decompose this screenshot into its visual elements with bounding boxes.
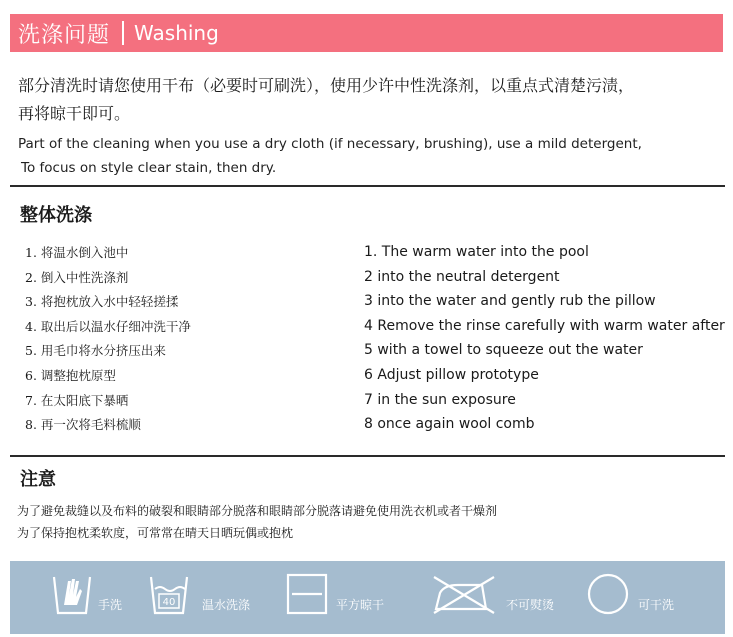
header-title-en: Washing [134, 21, 219, 45]
step-en-item: 1. The warm water into the pool [364, 244, 589, 260]
intro-cn-line-2: 再将晾干即可。 [18, 104, 131, 123]
steps-list-cn [25, 241, 191, 438]
step-en-item: 6 Adjust pillow prototype [364, 366, 539, 383]
header-title-cn: 洗涤问题 [18, 22, 111, 48]
step-en-item: 3 into the water and gently rub the pillow [364, 293, 656, 310]
no-iron-icon [430, 569, 498, 619]
note-line-2: 为了保持抱枕柔软度，可常常在晴天日晒玩偶或抱枕 [17, 526, 294, 540]
step-en-item: 8 once again wool comb [364, 416, 535, 433]
step-cn-item: 1. 将温水倒入池中 [25, 245, 129, 260]
dry-clean-label: 可干洗 [638, 598, 675, 612]
step-cn-item: 5. 用毛巾将水分挤压出来 [25, 343, 166, 359]
hand-wash-icon [50, 569, 94, 621]
dry-clean-icon [586, 569, 632, 619]
divider-1 [10, 185, 725, 187]
intro-en-line-1: Part of the cleaning when you use a dry cloth (if necessary, brushing), use a mild detergent, [18, 136, 642, 152]
no-iron-label: 不可熨烫 [506, 598, 555, 612]
step-cn-item: 7. 在太阳底下暴晒 [25, 392, 129, 408]
section-header [10, 14, 723, 52]
step-cn-item: 4. 取出后以温水仔细冲洗干净 [25, 318, 191, 334]
step-en-item: 2 into the neutral detergent [364, 268, 560, 285]
step-en-item: 4 Remove the rinse carefully with warm water after [364, 317, 725, 334]
note-line-1: 为了避免裁缝以及布料的破裂和眼睛部分脱落和眼睛部分脱落请避免使用洗衣机或者干燥剂 [17, 504, 498, 518]
intro-english [18, 132, 718, 180]
flat-dry-label: 平方晾干 [336, 598, 385, 612]
warm-wash-icon [148, 569, 190, 621]
step-cn-item: 2. 倒入中性洗涤剂 [25, 269, 129, 285]
intro-en-line-2: To focus on style clear stain, then dry. [21, 160, 277, 176]
step-cn-item: 8. 再一次将毛料梳顺 [25, 417, 141, 433]
step-cn-item: 6. 调整抱枕原型 [25, 367, 116, 383]
header-divider [122, 21, 124, 45]
intro-cn-line-1: 部分清洗时请您使用干布（必要时可刷洗），使用少许中性洗涤剂，以重点式清楚污渍， [18, 76, 635, 95]
care-symbols-bar [10, 561, 725, 634]
flat-dry-icon [286, 569, 330, 619]
steps-list-en [364, 240, 730, 437]
notes-text [17, 500, 497, 544]
notes-title: 注意 [20, 469, 56, 490]
warm-wash-label: 温水洗涤 [202, 598, 251, 612]
step-en-item: 7 in the sun exposure [364, 391, 516, 408]
step-cn-item: 3. 将抱枕放入水中轻轻搓揉 [25, 294, 179, 310]
divider-2 [10, 455, 725, 457]
warm-wash-temp: 40 [162, 597, 176, 608]
overall-wash-title: 整体洗涤 [20, 205, 92, 226]
hand-wash-label: 手洗 [98, 598, 123, 612]
intro-chinese [18, 72, 718, 128]
step-en-item: 5 with a towel to squeeze out the water [364, 342, 643, 359]
